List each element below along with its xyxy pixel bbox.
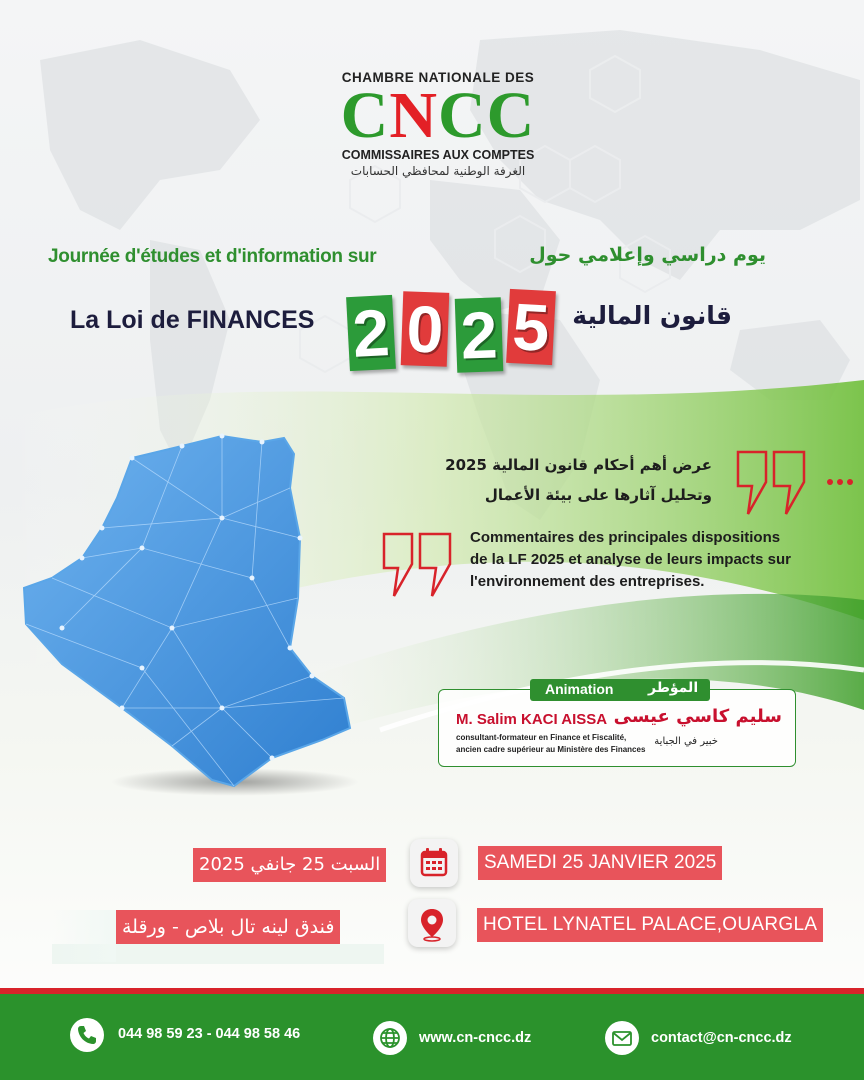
heading-fr: Journée d'études et d'information sur bbox=[48, 246, 377, 267]
date-fr: SAMEDI 25 JANVIER 2025 bbox=[478, 846, 722, 880]
description-ar-line: عرض أهم أحكام قانون المالية 2025 bbox=[445, 456, 712, 474]
footer-website[interactable]: www.cn-cncc.dz bbox=[419, 1030, 532, 1046]
calendar-icon bbox=[410, 839, 458, 887]
location-pin-icon bbox=[408, 899, 456, 947]
speaker-description: consultant-formateur en Finance et Fiscalité, bbox=[456, 733, 627, 742]
quote-icon bbox=[734, 448, 808, 518]
footer-email[interactable]: contact@cn-cncc.dz bbox=[651, 1030, 792, 1046]
loi-finances-ar: قانون المالية bbox=[572, 301, 732, 330]
logo-mark-n: N bbox=[389, 79, 438, 152]
dots-decoration bbox=[826, 478, 856, 486]
quote-icon bbox=[380, 530, 454, 600]
description-fr bbox=[470, 527, 830, 593]
logo-mark-c: C bbox=[340, 79, 390, 152]
place-fr: HOTEL LYNATEL PALACE,OUARGLA bbox=[477, 908, 823, 942]
description-fr-line: Commentaires des principales dispositions bbox=[470, 529, 781, 546]
description-ar bbox=[382, 450, 712, 510]
speaker-name-fr: M. Salim KACI AISSA bbox=[456, 711, 608, 728]
footer bbox=[0, 994, 864, 1080]
logo-top-text: CHAMBRE NATIONALE DES bbox=[341, 70, 535, 85]
year-digit: 0 bbox=[401, 291, 450, 367]
speaker-description: ancien cadre supérieur au Ministère des Finances bbox=[456, 745, 646, 754]
place-ar: فندق لينه تال بلاص - ورقلة bbox=[116, 910, 340, 944]
animation-label-ar: المؤطر bbox=[648, 680, 699, 696]
description-fr-line: de la LF 2025 et analyse de leurs impacts sur bbox=[470, 551, 791, 568]
heading-ar: يوم دراسي وإعلامي حول bbox=[529, 244, 766, 266]
speaker-role-ar: خبير في الجباية bbox=[654, 736, 718, 747]
globe-icon bbox=[373, 1021, 407, 1055]
year-digit: 2 bbox=[455, 297, 504, 373]
animation-label-fr: Animation bbox=[545, 681, 614, 697]
footer-phone: 044 98 59 23 - 044 98 58 46 bbox=[118, 1026, 301, 1042]
speaker-name-ar: سليم كاسي عيسى bbox=[613, 706, 782, 727]
envelope-icon bbox=[605, 1021, 639, 1055]
year-digit: 5 bbox=[506, 289, 556, 365]
description-ar-line: وتحليل آثارها على بيئة الأعمال bbox=[484, 486, 712, 504]
logo-arabic-text: الغرفة الوطنية لمحافظي الحسابات bbox=[350, 164, 526, 178]
algeria-map-image bbox=[22, 428, 362, 798]
date-ar: السبت 25 جانفي 2025 bbox=[193, 848, 386, 882]
cncc-logo bbox=[322, 70, 554, 190]
year-2025 bbox=[348, 288, 558, 374]
calendar-tile bbox=[410, 839, 458, 887]
description-fr-line: l'environnement des entreprises. bbox=[470, 573, 705, 590]
loi-finances-fr: La Loi de FINANCES bbox=[70, 306, 315, 334]
logo-bottom-text: COMMISSAIRES AUX COMPTES bbox=[341, 148, 535, 162]
location-tile bbox=[408, 899, 456, 947]
year-digit: 2 bbox=[346, 295, 396, 371]
place-fade bbox=[52, 910, 116, 962]
logo-mark bbox=[322, 79, 554, 152]
phone-icon bbox=[70, 1018, 104, 1052]
logo-mark-cc: CC bbox=[438, 79, 536, 152]
